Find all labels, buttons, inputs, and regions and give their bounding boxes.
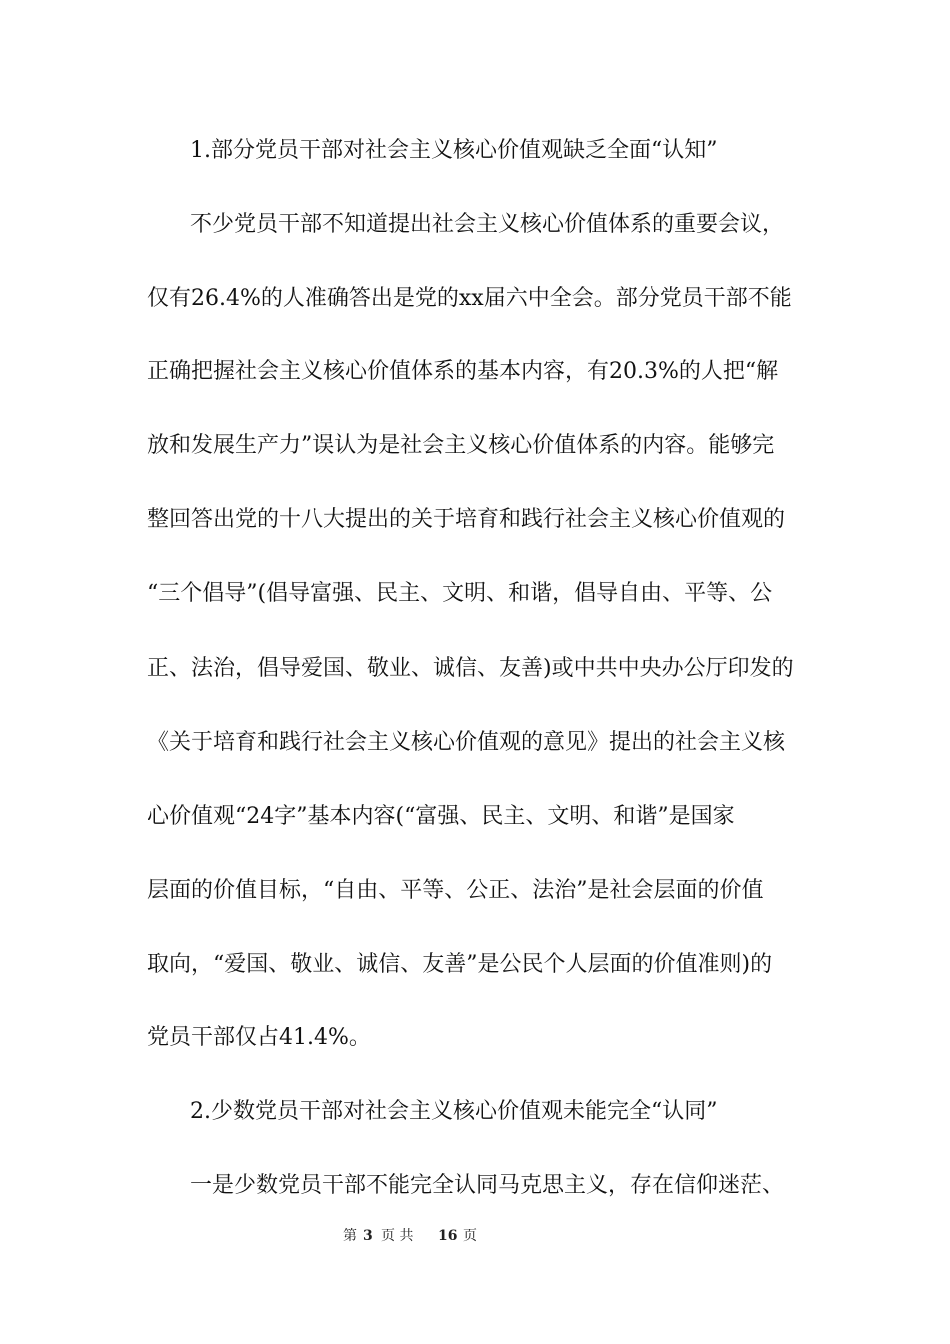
paragraph-line: “三个倡导”(倡导富强、民主、文明、和谐，倡导自由、平等、公 [147,581,773,606]
paragraph-line: 取向，“爱国、敬业、诚信、友善”是公民个人层面的价值准则)的 [147,952,773,977]
paragraph-line: 整回答出党的十八大提出的关于培育和践行社会主义核心价值观的 [147,507,786,532]
paragraph-line: 放和发展生产力”误认为是社会主义核心价值体系的内容。能够完 [147,433,775,458]
paragraph-line: 层面的价值目标，“自由、平等、公正、法治”是社会层面的价值 [147,878,764,903]
paragraph-line: 心价值观“24字”基本内容(“富强、民主、文明、和谐”是国家 [147,804,735,829]
paragraph-line: 党员干部仅占41.4%。 [147,1025,371,1050]
footer-total-pages: 16 [438,1228,458,1244]
paragraph-line: 正确把握社会主义核心价值体系的基本内容，有20.3%的人把“解 [147,359,779,384]
paragraph-line: 不少党员干部不知道提出社会主义核心价值体系的重要会议， [190,212,785,237]
footer-prefix: 第 [343,1228,357,1244]
paragraph-line: 仅有26.4%的人准确答出是党的xx届六中全会。部分党员干部不能 [147,286,792,311]
paragraph-line: 正、法治，倡导爱国、敬业、诚信、友善)或中共中央办公厅印发的 [147,656,794,681]
footer-middle: 页 共 [381,1228,414,1244]
paragraph-line: 《关于培育和践行社会主义核心价值观的意见》提出的社会主义核 [147,730,786,755]
paragraph-line: 一是少数党员干部不能完全认同马克思主义，存在信仰迷茫、 [190,1173,785,1198]
footer-current-page: 3 [363,1228,373,1244]
section-heading-1: 1.部分党员干部对社会主义核心价值观缺乏全面“认知” [190,138,718,163]
footer-suffix: 页 [463,1228,477,1244]
section-heading-2: 2.少数党员干部对社会主义核心价值观未能完全“认同” [190,1099,718,1124]
